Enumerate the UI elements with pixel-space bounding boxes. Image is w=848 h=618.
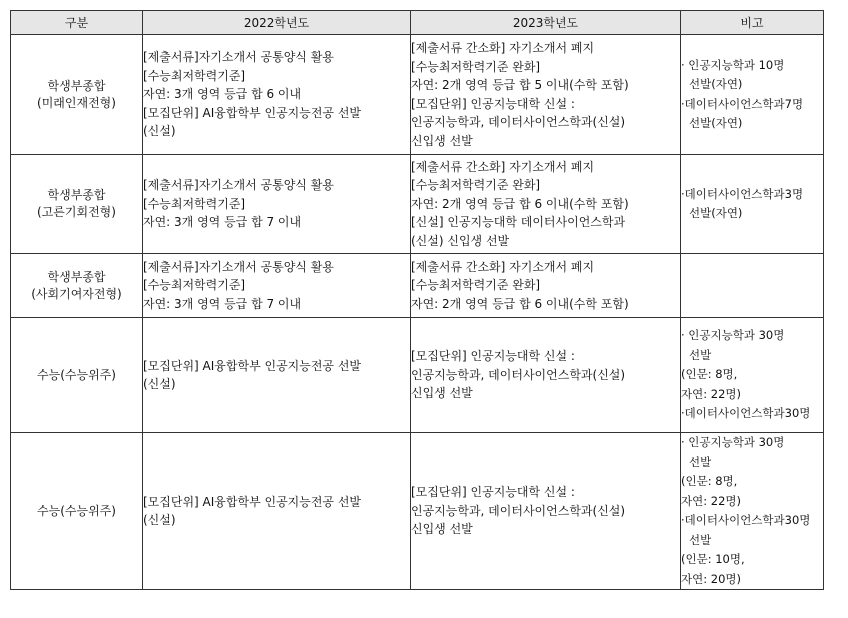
- note-line: 선발: [689, 532, 712, 547]
- note-line: 선발(자연): [689, 116, 743, 130]
- note-line: 선발(자연): [689, 206, 743, 220]
- table-row: [11, 35, 824, 155]
- text-line: 자연: 3개 영역 등급 합 7 이내: [143, 215, 302, 230]
- year2022-cell: [143, 254, 411, 318]
- note-line: 선발(자연): [689, 77, 743, 91]
- text-line: 자연: 3개 영역 등급 합 6 이내: [143, 87, 302, 102]
- category-cell: [11, 318, 143, 433]
- text-line: 인공지능학과, 데이터사이언스학과(신설): [411, 367, 626, 382]
- text-line: [수능최저학력기준 완화]: [411, 178, 541, 193]
- text-line: 자연: 2개 영역 등급 합 5 이내(수학 포함): [411, 78, 629, 92]
- note-line: 자연: 22명): [681, 493, 741, 508]
- note-line: ·데이터사이언스학과3명: [681, 186, 804, 201]
- text-line: [모집단위] 인공지능대학 신설 :: [411, 349, 575, 364]
- text-line: (신설) 신입생 선발: [411, 233, 510, 248]
- year2022-cell: [143, 318, 411, 433]
- text-line: 인공지능학과, 데이터사이언스학과(신설): [411, 503, 626, 518]
- category-line: 학생부종합: [47, 269, 106, 284]
- year2022-cell: [143, 433, 411, 590]
- year2023-cell: [411, 155, 681, 254]
- category-line: 수능(수능위주): [37, 503, 116, 518]
- year2023-cell: [411, 35, 681, 155]
- note-line: (인문: 8명,: [681, 367, 738, 382]
- text-line: [신설] 인공지능대학 데이터사이언스학과: [411, 215, 626, 230]
- note-line: 선발: [689, 347, 712, 362]
- header-2022: 2022학년도: [143, 11, 411, 35]
- text-line: [제출서류 간소화] 자기소개서 폐지: [411, 259, 595, 274]
- note-line: 자연: 22명): [681, 386, 741, 401]
- text-line: [모집단위] 인공지능대학 신설 :: [411, 96, 575, 111]
- header-category: 구분: [11, 11, 143, 35]
- note-line: 자연: 20명): [681, 571, 741, 586]
- category-cell: [11, 254, 143, 318]
- category-cell: [11, 155, 143, 254]
- note-line: · 인공지능학과 10명: [681, 57, 785, 72]
- year2023-cell: [411, 318, 681, 433]
- text-line: (신설): [143, 124, 176, 139]
- text-line: (신설): [143, 513, 176, 527]
- note-cell: [681, 35, 824, 155]
- text-line: [수능최저학력기준 완화]: [411, 278, 541, 293]
- note-line: · 인공지능학과 30명: [681, 435, 785, 449]
- header-2023: 2023학년도: [411, 11, 681, 35]
- text-line: [모집단위] AI융합학부 인공지능전공 선발: [143, 358, 362, 373]
- text-line: [모집단위] AI융합학부 인공지능전공 선발: [143, 105, 362, 120]
- text-line: [제출서류 간소화] 자기소개서 폐지: [411, 159, 595, 174]
- text-line: [수능최저학력기준]: [143, 68, 246, 83]
- category-line: 수능(수능위주): [37, 367, 116, 382]
- text-line: [제출서류]자기소개서 공통양식 활용: [143, 178, 334, 193]
- note-line: · 인공지능학과 30명: [681, 328, 785, 343]
- note-line: 선발: [689, 454, 712, 469]
- note-cell: [681, 318, 824, 433]
- year2022-cell: [143, 35, 411, 155]
- table-row: [11, 155, 824, 254]
- note-cell: [681, 433, 824, 590]
- note-line: (인문: 8명,: [681, 474, 738, 488]
- header-note: 비고: [681, 11, 824, 35]
- category-line: (사회기여자전형): [31, 286, 122, 301]
- header-row: [11, 11, 824, 35]
- text-line: 인공지능학과, 데이터사이언스학과(신설): [411, 115, 626, 129]
- note-line: ·데이터사이언스학과30명: [681, 406, 811, 421]
- year2023-cell: [411, 433, 681, 590]
- table-row: [11, 318, 824, 433]
- note-line: ·데이터사이언스학과7명: [681, 96, 804, 111]
- text-line: 신입생 선발: [411, 386, 473, 401]
- admission-comparison-table: [10, 10, 824, 590]
- text-line: 자연: 3개 영역 등급 합 7 이내: [143, 296, 302, 311]
- text-line: 자연: 2개 영역 등급 합 6 이내(수학 포함): [411, 196, 629, 211]
- year2022-cell: [143, 155, 411, 254]
- note-line: (인문: 10명,: [681, 552, 745, 566]
- text-line: [제출서류]자기소개서 공통양식 활용: [143, 50, 334, 65]
- note-cell: [681, 155, 824, 254]
- text-line: [수능최저학력기준]: [143, 196, 246, 211]
- category-cell: [11, 35, 143, 155]
- table-row: [11, 254, 824, 318]
- category-line: 학생부종합: [47, 188, 106, 202]
- year2023-cell: [411, 254, 681, 318]
- text-line: (신설): [143, 377, 176, 391]
- category-line: (고른기회전형): [37, 205, 116, 219]
- table-row: [11, 433, 824, 590]
- text-line: [제출서류]자기소개서 공통양식 활용: [143, 259, 334, 274]
- text-line: [제출서류 간소화] 자기소개서 폐지: [411, 41, 595, 55]
- category-line: 학생부종합: [47, 78, 106, 93]
- text-line: [수능최저학력기준 완화]: [411, 59, 541, 74]
- text-line: 신입생 선발: [411, 133, 473, 148]
- text-line: [모집단위] 인공지능대학 신설 :: [411, 485, 575, 500]
- note-line: ·데이터사이언스학과30명: [681, 513, 811, 527]
- category-cell: [11, 433, 143, 590]
- text-line: 자연: 2개 영역 등급 합 6 이내(수학 포함): [411, 296, 629, 311]
- text-line: [모집단위] AI융합학부 인공지능전공 선발: [143, 494, 362, 509]
- note-cell: [681, 254, 824, 318]
- category-line: (미래인재전형): [37, 95, 116, 110]
- text-line: [수능최저학력기준]: [143, 278, 246, 293]
- text-line: 신입생 선발: [411, 522, 473, 537]
